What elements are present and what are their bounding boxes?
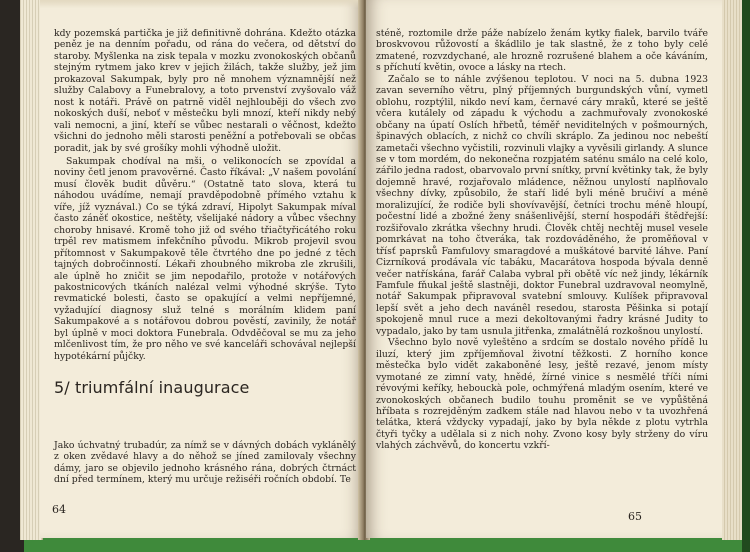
paragraph: Začalo se to náhle zvýšenou teplotou. V noci na 5. dubna 1923 zavan severního větru, plný příjemných burgundských vůní, vymetl oblohu, rozptýlil, nikdo neví kam, černavé cáry mraků, které se ještě včera kutálely od západu k východu a zachmuřovaly zvonokoské občany na úpatí Oslích hřbetů, téměř neviditelných v pošmourných, špinavých oblacích, z nichž co chvíli skráplo. Za jedinou noc nebeští zametači všechno vyčistili, rozvinuli vlajky a vyvěsili girlandy. A slunce se v tom mordém, do nekonečna rozpjatém saténu smálo na celé kolo, zářilo jedna radost, obarvovalo první snítky, první květinky tak, že byly dojemně hravé, rozjařovalo mládence, něžnou unylostí naplňovalo všechny dívky, způsobilo, že staří lidé byli méně bručiví a méně moralizující, že rodiče byli shovívavější, četníci trochu méně hloupí, počestní lidé a zbožné ženy snášenlivější, sterní hospodáři štědřejší: rozšiřovalo zkrátka všechny hrudi. Člověk chtěj nechtěj musel vesele pomrkávat na toho čtveráka, tak rozdováděného, že proměňoval v třísť paprsků Famfulovy smaragdové a muškátové barvité láhve. Paní Cizrníková prodávala víc tabáku, Macarátova hospoda bývala denně večer natřískána, farář Calaba vybral při obětě víc než jindy, lékárník Famfule fňukal ještě slastněji, doktor Funebral uzdravoval neomylně, notář Sakumpak připravoval svatební smlouvy. Kulíšek připravoval lepší svět a jeho dech navánêl resedou, starosta Pěšinka si potají spokojeně mnul ruce a mezi dekoltovanými řadry krásné Judity to vypadalo, jako by tam usnula jitřenka, zmalátnělá rozkošnou unylostí. xyxy=(376,73,708,337)
paragraph: Sakumpak chodíval na mši, o velikonocích se zpovídal a noviny četl jenom pravověrné. Často říkával: „V našem povolání musí člověk budit důvěru.“ (Ostatně tato slova, která tu náhodou uvádíme, nemají pravděpodobně přímého vztahu k víře, jíž vyznával.) Co se týká zdraví, Hipolyt Sakumpak míval často záněť okostice, neštěty, všelijaké nádory a vůbec všechny choroby hnisavé. Kromě toho již od svého třiačtyřicátého roku trpěl rev matismem infekčního původu. Mikrob projevil svou přítomnost v Sakumpakově těle čtvrtého dne po jedné z těch tajných dobročinností. Lékaři zhoubného mikroba zle zkrušili, ale úplně ho zničit se jim nepodařilo, protože v notářových pakostnicových tkáních nalézal velmi výhodné skrýše. Tyto revmatické bolesti, často se opakující a velmi nepříjemné, vyžadující diagnosy služ telné s morálním klidem paní Sakumpakové a s notářovou dobrou pověstí, zavinily, že notář byl úplně v moci doktora Funebrala. Odvděčoval se mu za jeho mlčenlivost tím, že pro něho ve své kanceláři schovával nejlepší hypotékární půjčky. xyxy=(54,155,356,362)
page-shade xyxy=(40,0,363,8)
chapter-opening xyxy=(54,440,356,486)
paragraph: kdy pozemská partička je již definitivně dohrána. Kdežto otázka peněz je na denním pořadu, od rána do večera, od dětství do staroby. Myšlenka na zisk tepala v mozku zvonokoských občanů stejným rytmem jako krev v jejich žilách, takže služby, jež jim prokazoval Sakumpak, byly pro ně mnohem významnější než služby Calabovy a Funebralovy, a toto prvenství zvyšovalo váž nost k notáři. Právě on patrně viděl nejhlouběji do všech zvo nokoských duší, neboť v městečku byli mnozí, kteří nikdy nebý vali nemocni, a jiní, kteří se vůbec nestarali o věčnost, kdežto všichni do jednoho měli starosti peněžní a potřebovali se občas poradit, jak by své grošíky mohli výhodně uložit. xyxy=(54,28,356,154)
paragraph: Jako úchvatný trubadúr, za nímž se v dávných dobách vyklánělý z oken zvědavé hlavy a do něhož se jíned zamilovaly všechny dámy, jaro se objevilo jednoho krásného rána, dobrých čtrnáct dní před termínem, který mu určuje režiséři ročních období. Te xyxy=(54,440,356,486)
page-number-right: 65 xyxy=(628,510,642,523)
right-page-body xyxy=(376,28,708,452)
left-page-body xyxy=(54,28,356,362)
left-page xyxy=(40,0,363,538)
paragraph: Všechno bylo nově vyleštěno a srdcím se dostalo nového přídě lu iluzí, který jim zpříjemňoval životní těžkosti. Z horního konce městečka bylo vidět zakaboněné lesy, ještě rezavé, jenom místy vymotané ze zimní vaty, hnědé, žírné vinice s nesmělé tříči ními révovými keříky, hebouckà pole, ochmýřená mladým osením, které ve zvonokoských občanech budilo touhu proměnit se ve vypůštěná hříbata s rozrejděným zadkem stále nad hlavou nebo v ta uvozhřená telátka, která vždycky vypadají, jako by byla někde z plotu vytrhla čtyři tyčky a udělala si z nich nohy. Zvono kosy byly strženy do víru vlahých záchvěvů, do koncertu vzkří- xyxy=(376,337,708,452)
paragraph: sténě, roztomile drže páže nabízelo ženám kytky fialek, barvilo tváře broskvovou růžovostí a škádlilo je tak slastně, že z toho byly celé zmatené, rozvzdychané, ale hrozně rozrušené blahem a oče káváním, s příchutí květin, ovoce a lásky na rtech. xyxy=(376,28,708,74)
cover-right-edge xyxy=(742,0,750,552)
page-stack-right xyxy=(722,0,742,540)
right-page xyxy=(366,0,722,538)
chapter-heading: 5/ triumfální inaugurace xyxy=(54,378,250,397)
page-number-left: 64 xyxy=(52,503,66,516)
